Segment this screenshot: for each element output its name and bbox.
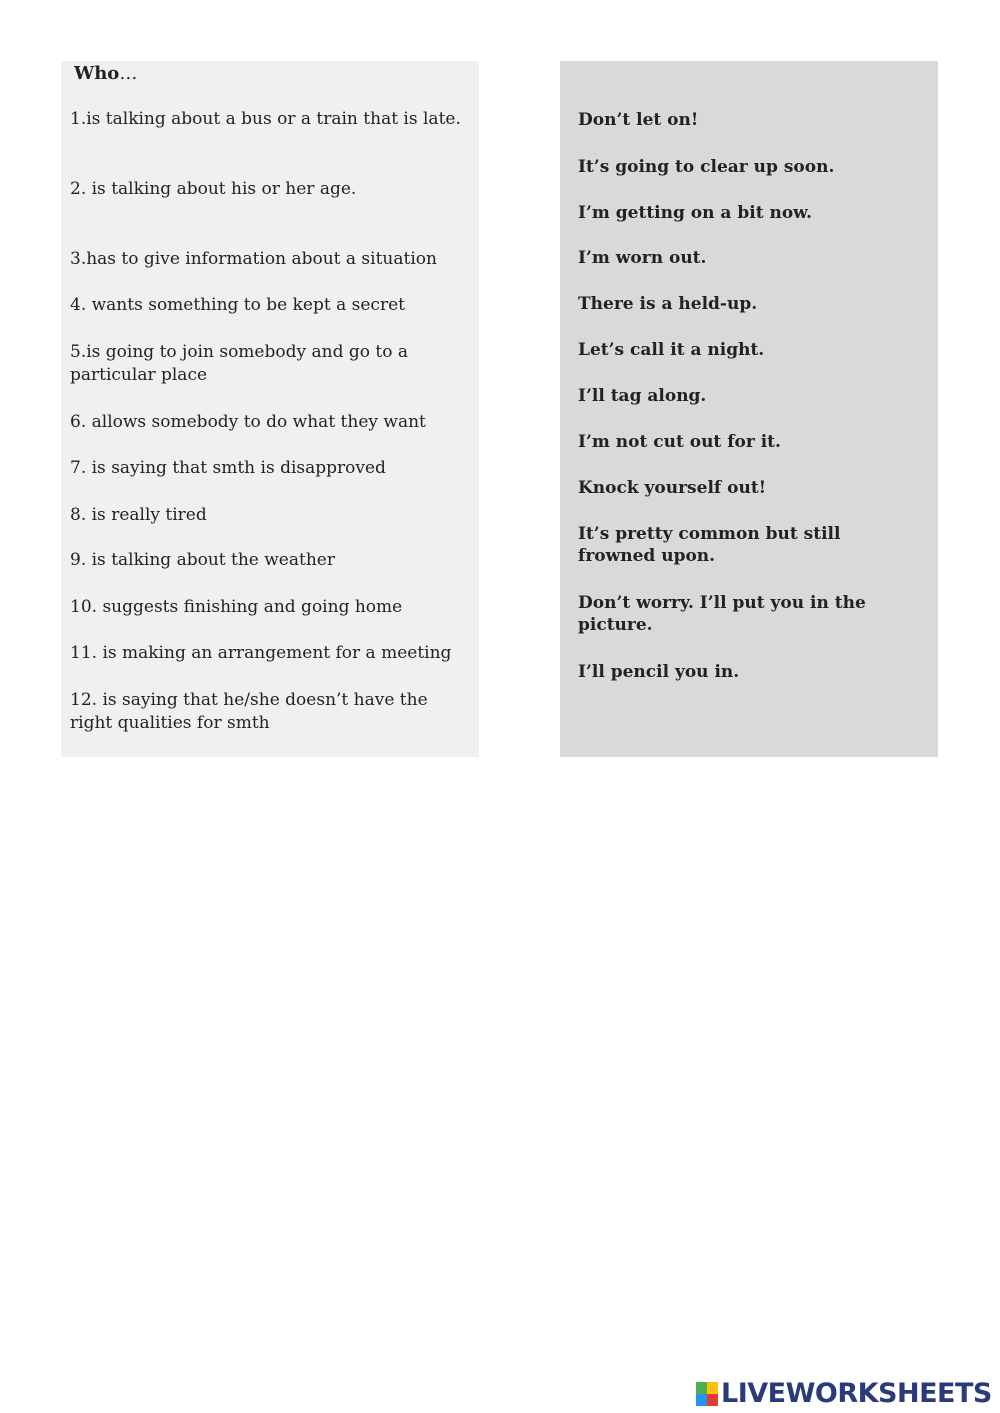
prompt-item: 10. suggests finishing and going home [70,597,403,617]
prompt-item: 9. is talking about the weather [70,550,335,570]
logo-mark-square [707,1382,718,1394]
prompts-panel [61,61,479,757]
phrase-card[interactable]: Let’s call it a night. [578,340,765,360]
prompt-item: 11. is making an arrangement for a meeting [70,643,452,663]
logo-mark-square [696,1382,707,1394]
phrase-card[interactable]: There is a held-up. [578,294,758,314]
prompt-item: 1.is talking about a bus or a train that is late. [70,109,461,129]
prompt-item: 6. allows somebody to do what they want [70,412,426,432]
heading-ellipsis: … [119,63,138,84]
prompt-item: 3.has to give information about a situation [70,249,437,269]
phrase-card[interactable]: I’ll tag along. [578,386,707,406]
prompt-item: 2. is talking about his or her age. [70,179,357,199]
liveworksheets-logo [696,1378,992,1410]
prompt-item: 5.is going to join somebody and go to a particular place [70,342,408,385]
phrase-card[interactable]: It’s pretty common but still frowned upon. [578,524,841,566]
logo-mark-square [696,1394,707,1406]
logo-mark-square [707,1394,718,1406]
prompts-heading [74,63,137,85]
phrase-card[interactable]: It’s going to clear up soon. [578,157,835,177]
prompt-item: 4. wants something to be kept a secret [70,295,405,315]
phrase-card[interactable]: Knock yourself out! [578,478,767,498]
logo-text: LIVEWORKSHEETS [721,1378,992,1409]
phrase-card[interactable]: I’m not cut out for it. [578,432,781,452]
liveworksheets-logo-icon [696,1382,718,1406]
phrase-card[interactable]: I’m getting on a bit now. [578,203,813,223]
heading-word: Who [74,63,120,84]
prompt-item: 8. is really tired [70,505,207,525]
phrase-card[interactable]: I’ll pencil you in. [578,662,740,682]
phrase-card[interactable]: Don’t worry. I’ll put you in the picture. [578,593,866,635]
prompt-item: 12. is saying that he/she doesn’t have the right qualities for smth [70,690,428,733]
prompt-item: 7. is saying that smth is disapproved [70,458,386,478]
phrase-card[interactable]: I’m worn out. [578,248,707,268]
phrase-card[interactable]: Don’t let on! [578,110,699,130]
phrases-panel [560,61,938,757]
